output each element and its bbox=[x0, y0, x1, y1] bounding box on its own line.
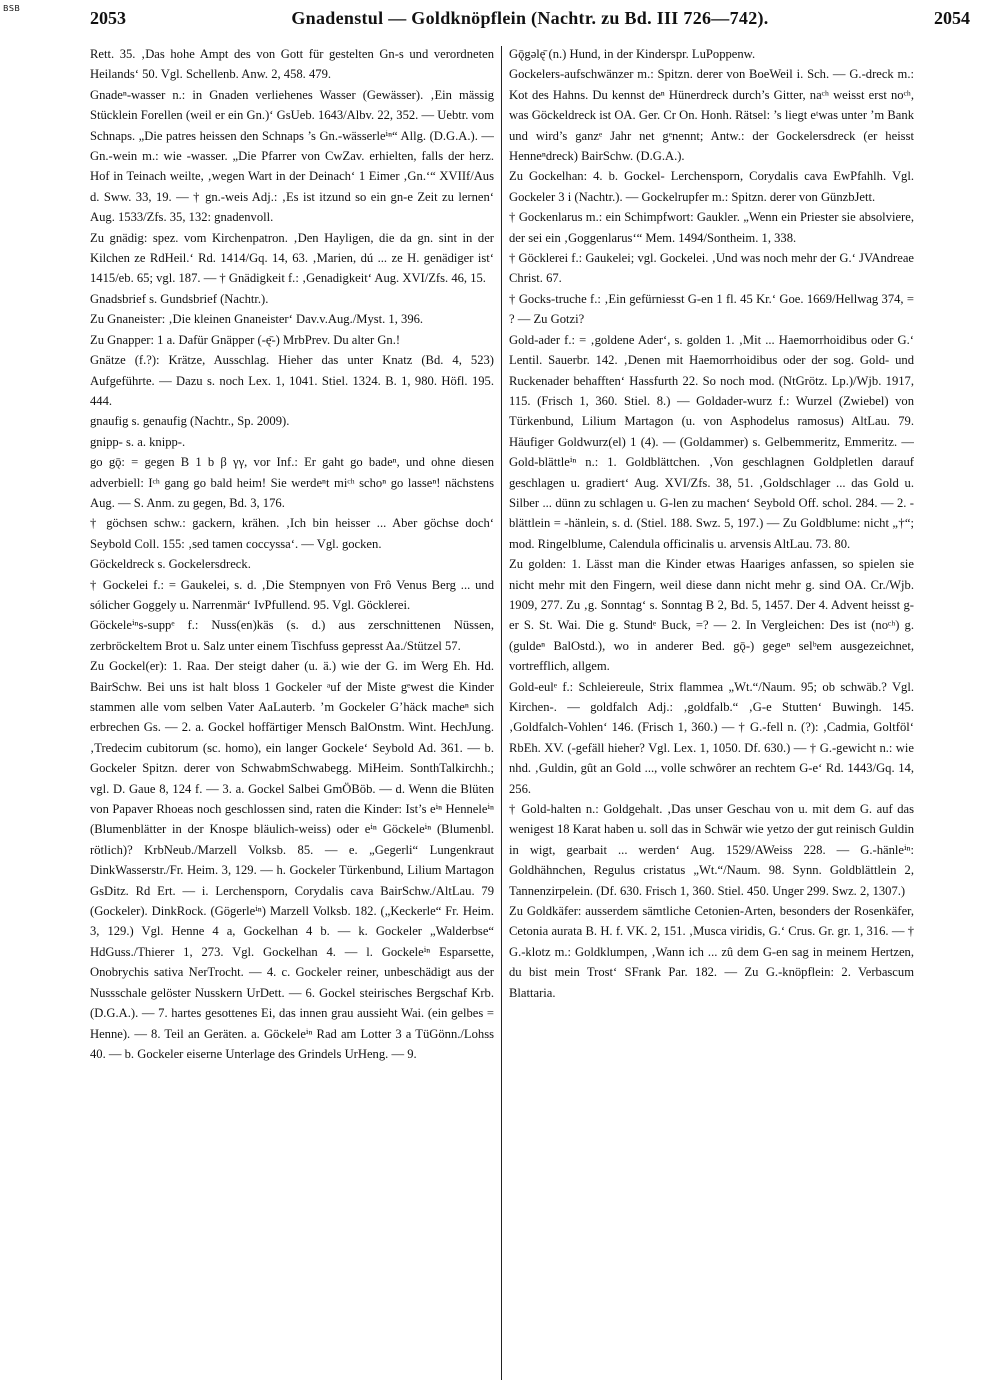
entry-paragraph: Gǭgəlę̄ (n.) Hund, in der Kinderspr. LuPoppenw. bbox=[509, 47, 756, 61]
entry-paragraph: Zu Gnaneister: ‚Die kleinen Gnaneister‘ Dav.v.Aug./Myst. 1, 396. bbox=[90, 312, 424, 327]
right-column bbox=[509, 44, 914, 1374]
entry-paragraph: gnipp- s. a. knipp-. bbox=[90, 434, 186, 449]
entry-paragraph: Gnätze (f.?): Krätze, Ausschlag. Hieher das unter Knatz (Bd. 4, 523) Aufgeführte. — Dazu s. noch Lex. 1, 1041. Stiel. 1324. B. 1, 980. Höfl. 195. 444. bbox=[90, 353, 494, 408]
page-number-left: 2053 bbox=[90, 8, 126, 28]
running-head: Gnadenstul — Goldknöpflein (Nachtr. zu Bd. III 726—742). bbox=[291, 8, 769, 28]
entry-paragraph: gnaufig s. genaufig (Nachtr., Sp. 2009). bbox=[90, 414, 290, 429]
entry-paragraph: Zu golden: 1. Lässt man die Kinder etwas Haariges anfassen, so spielen sie nicht mehr mit den Fingern, weil diese dann nicht mehr g. sind OA. Cr./Wjb. 1909, 277. Zu ‚g. Sonntag‘ s. Sonntag B 2, Bd. 5, 1457. Der 4. Advent heisst g-er S. St. Wai. Die g. Stundᵉ Buck, =? — 2. In Vergleichen: Des ist (noᶜʰ) g. (guldeⁿ BalOstd.), wo in anderer Bed. gǭ-) gegeⁿ selᵇem ausgezeichnet, vortrefflich, allgem. bbox=[509, 557, 914, 674]
page-header bbox=[90, 8, 970, 38]
left-column bbox=[90, 44, 494, 1374]
entry-paragraph: Zu Gockel(er): 1. Raa. Der steigt daher (u. ä.) wie der G. im Werg Eh. Hd. BairSchw. Bei uns ist halt bloss 1 Gockeler ᵃuf der Miste gᵉwest die Kinder stammen alle vom selben Vater AaLauterb. ’m Gockeler G’häck macheⁿ sich erbrechen Gs. — 2. a. Gockel hoffärtiger Mensch BalOnstm. Wint. HechJung. ‚Tredecim cubitorum (sc. homo), ein langer Gockele‘ Seybold Ad. 361. — b. Gockeler Spitzn. derer von SchwabmSchwabegg. MiHeim. SonthTalkirchh.; vgl. D. Gaue 8, 124 f. — 3. a. Gockel Salbei GmÖBöb. — d. Wenn die Blüten von Papaver Rhoeas noch geschlossen sind, raten die Kinder: Ist’s eⁱⁿ Henneleⁱⁿ (Blumenblätter in der Knospe bläulich-weiss) oder eⁱⁿ Göckeleⁱⁿ (Blumenbl. rötlich)? KrbNeub./Marzell Volksb. 85. — e. „Gegerli“ Lungenkraut DinkWasserstr./Fr. Heim. 3, 129. — h. Gockeler Türkenbund, Lilium Martagon GsDitz. Rd Ert. — i. Lerchensporn, Corydalis cava BairSchw./AltLau. 79 (Gockeler). DinkRock. (Gögerleⁱⁿ) Marzell Volksb. 182. („Keckerle“ Fr. Heim. 3, 129.) Vgl. Henne 4 a, Gockelhan 4 b. — k. Gockeler „Walderbse“ HdGuss./Thierer 1, 273. Vgl. Gockelhan 4. — l. Gockeleⁱⁿ Esparsette, Onobrychis sativa NerTrocht. — 4. c. Gockeler reiner, unbeschädigt aus der Nussschale gelöster Nusskern UrDett. — 6. Gockel steirisches Bergschaf Krb. (D.G.A.). — 7. hartes gesottenes Ei, das innen grau aussieht Wai. (ein gelbes = Henne). — 8. Teil an Geräten. a. Göckeleⁱⁿ Rad am Lotter 3 a TüGönn./Lohss 40. — b. Gockeler eiserne Unterlage des Grindels UrHeng. — 9. bbox=[90, 659, 494, 1061]
entry-paragraph: † Gockelei f.: = Gaukelei, s. d. ‚Die Stempnyen von Frô Venus Berg ... und sólicher Goggely u. Narrenmär‘ IvPfullend. 95. Vgl. Göcklerei. bbox=[90, 577, 494, 612]
entry-paragraph: Göckeleⁱⁿs-suppᵉ f.: Nuss(en)käs (s. d.) aus zerschnittenen Nüssen, zerbröckeltem Brot u. Salz unter einem Tischfuss gepresst Aa./Stützel 57. bbox=[90, 618, 494, 653]
entry-paragraph: † göchsen schw.: gackern, krähen. ‚Ich bin heisser ... Aber gӧchse doch‘ Seybold Coll. 155: ‚sed tamen coccyssa‘. — Vgl. gocken. bbox=[90, 516, 494, 551]
entry-paragraph: Zu gnädig: spez. vom Kirchenpatron. ‚Den Hayligen, die da gn. sint in der Kilchen ze RdHeil.‘ Rd. 1414/Gq. 14, 63. ‚Marien, dú ... ze H. genädiger ist‘ 1415/eb. 65; vgl. 187. — † Gnädigkeit f.: ‚Genadigkeit‘ Aug. XVI/Zfs. 46, 15. bbox=[90, 230, 494, 286]
entry-paragraph: Zu Gockelhan: 4. b. Gockel- Lerchensporn, Corydalis cava EwPfahlh. Vgl. Gockeler 3 i (Nachtr.). — Gockelrupfer m.: Spitzn. derer von GünzbJett. bbox=[509, 169, 914, 204]
entry-paragraph: Zu Gnapper: 1 a. Dafür Gnäpper (-ę̄-) MrbPrev. Du alter Gn.! bbox=[90, 332, 401, 347]
entry-paragraph: go gǭ: = gegen B 1 b β γγ, vor Inf.: Er gaht go badeⁿ, und ohne diesen adverbiell: Iᶜʰ gang go bald heim! Sie werdeⁿt miᶜʰ schoⁿ go lasseⁿ! nächstens Aug. — S. Anm. zu gegen, Bd. 3, 176. bbox=[90, 455, 494, 510]
entry-paragraph: † Gockenlarus m.: ein Schimpfwort: Gaukler. „Wenn ein Priester sie absolviere, der sei ein ‚Goggenlarus‘“ Mem. 1494/Sontheim. 1, 338. bbox=[509, 210, 914, 245]
page-number-right: 2054 bbox=[933, 8, 970, 28]
entry-paragraph: † Gocks-truche f.: ‚Ein gefürniesst G-en 1 fl. 45 Kr.‘ Goe. 1669/Hellwag 374, = ? — Zu Gotzi? bbox=[509, 291, 914, 327]
entry-paragraph: Gold-eulᵉ f.: Schleiereule, Strix flammea „Wt.“/Naum. 95; ob schwäb.? Vgl. Kirchen-. — goldfalch Adj.: ‚goldfalb.“ ‚G-e Stutten‘ Buwingh. 145. ‚Goldfalch-Vohlen‘ 146. (Frisch 1, 360.) — † G.-fell n. (?): ‚Cadmia, Goltföl‘ RbEh. XV. (-gefäll hieher? Vgl. Lex. 1, 1050. Df. 630.) — † G.-gewicht n.: wie nhd. ‚Guldin, gût an Gold ..., volle schwôrer an rechtem G-e‘ Rd. 1443/Gq. 14, 256. bbox=[509, 679, 914, 796]
entry-paragraph: Rett. 35. ‚Das hohe Ampt des von Gott für gestelten Gn-s und verordneten Heilands‘ 50. Vgl. Schellenb. Anw. 2, 458. 479. bbox=[90, 47, 494, 82]
entry-paragraph: † Gold-halten n.: Goldgehalt. ‚Das unser Geschau von u. mit dem G. auf das wenigest 18 Karat haben u. soll das in Schwär wie yetzo der gut reinisch Guldin in wigt, gearbait ... werden‘ Aug. 1529/AWeiss 228. — G.-hänleⁱⁿ: Goldhähnchen, Regulus cristatus „Wt.“/Naum. 98. Synn. Goldblättlein 2, Tannenzirpelein. (Df. 630. Frisch 1, 360. Stiel. 450. Unger 299. Swz. 2, 1307.) bbox=[509, 802, 914, 898]
entry-paragraph: Gnadeⁿ-wasser n.: in Gnaden verliehenes Wasser (Gewässer). ‚Ein mässig Stücklein Forellen (weil er ein Gn.)‘ GsUeb. 1643/Albv. 22, 352. — Uebtr. vom Schnaps. „Die patres heissen den Schnaps ’s Gn.-wässerleⁱⁿ“ Allg. (D.G.A.). — Gn.-wein m.: wie -wasser. „Die Pfarrer von CwZav. erhielten, falls der herz. Hof in Teinach weilte, ‚wegen Wart in der Deinach‘ 1 Eimer ‚Gn.‘“ XVIIf/Aus d. Sww. 33, 19. — † gn.-weis Adj.: ‚Es ist itzund so ein gn-e Zeit zu lernen‘ Aug. 1533/Zfs. 35, 132: gnadenvoll. bbox=[90, 87, 494, 225]
entry-paragraph: Gnadsbrief s. Gundsbrief (Nachtr.). bbox=[90, 291, 269, 306]
entry-paragraph: Zu Goldkäfer: ausserdem sämtliche Cetonien-Arten, besonders der Rosenkäfer, Cetonia aurata B. H. f. VK. 2, 151. ‚Musca viridis, G.‘ Crus. Gr. gr. 1, 316. — † G.-klotz m.: Goldklumpen, ‚Wann ich ... zû dem G-en sag in meinem Hertzen, du bist mein Trost‘ SFrank Par. 182. — Zu G.-knöpflein: 2. Verbascum Blattaria. bbox=[509, 904, 914, 1000]
entry-paragraph: Göckeldreck s. Gockelersdreck. bbox=[90, 557, 251, 572]
column-divider bbox=[501, 46, 502, 1380]
entry-paragraph: Gockelers-aufschwänzer m.: Spitzn. derer von BoeWeil i. Sch. — G.-dreck m.: Kot des Hahns. Du kennst deⁿ Hünerdreck durch’s Gitter, naᶜʰ weisst erst noᶜʰ, was Göckeldreck ist OA. Ger. Cr On. Honh. Rätsel: ’s liegt eᵗwas unter ’m Bank und wird’s ganzᵉ Jahr net gᵉnennt; Antw.: der Gockelersdreck (er heisst Henneⁿdreck) BairSchw. (D.G.A.). bbox=[509, 67, 914, 164]
entry-paragraph: † Göcklerei f.: Gaukelei; vgl. Gockelei. ‚Und was noch mehr der G.‘ JVAndreae Christ. 67. bbox=[509, 251, 914, 286]
entry-paragraph: Gold-ader f.: = ‚goldene Ader‘, s. golden 1. ‚Mit ... Haemorrhoidibus oder G.‘ Lentil. Sauerbr. 142. ‚Denen mit Haemorrhoidibus oder der sog. Gold- und Ruckenader behafften‘ Hassfurth 22. So noch mod. (NtGrötz. Lp.)/Wjb. 1917, 115. (Frisch 1, 360. Stiel. 8.) — Goldader-wurz f.: Wurzel (Zwiebel) von Türkenbund, Lilium Martagon (u. von Asphodelus ramosus) AltLau. 79. Häufiger Goldwurz(el) 1 (4). — (Goldammer) s. Gelbemmeritz, Emmeritz. — Gold-blättleⁱⁿ n.: 1. Goldblättchen. ‚Von geschlagnen Goldpletlen darauf geschlagen u. gradiert‘ Aug. XVI/Zfs. 38, 51. ‚Goldschlager ... das Gold u. Silber ... dünn zu schlagen u. G-len zu machen‘ Seybold Off. schol. 284. — 2. -blättlein = -hänlein, s. d. (Stiel. 188. Swz. 5, 197.) — Zu Goldblume: nicht „†“; mod. Ringelblume, Calendula officinalis u. arvensis AltLau. 73. 80. bbox=[509, 332, 914, 551]
library-stamp: BSB bbox=[3, 4, 21, 13]
